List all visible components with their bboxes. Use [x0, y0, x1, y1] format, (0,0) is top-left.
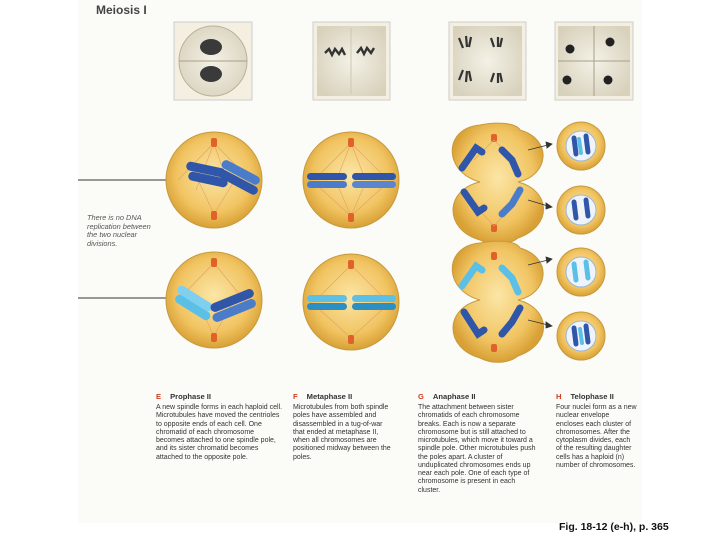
stage-label-e [156, 393, 211, 402]
stage-letter: F [293, 392, 298, 401]
stage-name: Metaphase II [306, 392, 353, 401]
stage-name: Anaphase II [432, 392, 476, 401]
stage-name: Prophase II [170, 392, 212, 401]
replication-note: There is no DNA replication between the two nuclear divisions. [87, 213, 151, 249]
stage-description-g: The attachment between sister chromatids of each chromosome breaks. Each is now a separate chromosome but is still attached to microtubules, which move it toward a spindle pole. Other microtubules push the poles apart. A cluster of unduplicated chromosomes ends up near each pole. One of each type of chromosome is present in each cluster. [418, 404, 536, 494]
figure-caption: Fig. 18-12 (e-h), p. 365 [559, 521, 669, 533]
anaphase-cell-bottom [452, 241, 543, 362]
metaphase-cell-bottom [303, 254, 399, 350]
prophase-cell-bottom [166, 252, 262, 348]
stage-letter: H [556, 392, 562, 401]
stage-name: Telophase II [570, 392, 614, 401]
stage-label-h [556, 393, 614, 402]
stage-letter: E [156, 392, 162, 401]
stage-description-f: Microtubules from both spindle poles have assembled and disassembled in a tug-of-war that ended at metaphase II, when all chromosomes are positioned midway between the poles. [293, 404, 391, 461]
figure-title: Meiosis I [96, 3, 147, 17]
stage-description-e: A new spindle forms in each haploid cell. Microtubules have moved the centrioles to opposite ends of each cell. One chromatid of each chromosome becomes attached to one spindle pole, and its sister chromatid becomes attached to the opposite pole. [156, 404, 283, 461]
anaphase-cell-top [452, 123, 543, 244]
micrograph-row [174, 22, 633, 100]
stage-label-g [418, 393, 476, 402]
telophase-cells [557, 122, 605, 360]
stage-label-f [293, 393, 352, 402]
metaphase-cell-top [303, 132, 399, 228]
stage-letter: G [418, 392, 424, 401]
stage-description-h: Four nuclei form as a new nuclear envelope encloses each cluster of chromosomes. After the cytoplasm divides, each of the resulting daughter cells has a haploid (n) number of chromosomes. [556, 404, 637, 469]
prophase-cell-top [166, 132, 262, 228]
